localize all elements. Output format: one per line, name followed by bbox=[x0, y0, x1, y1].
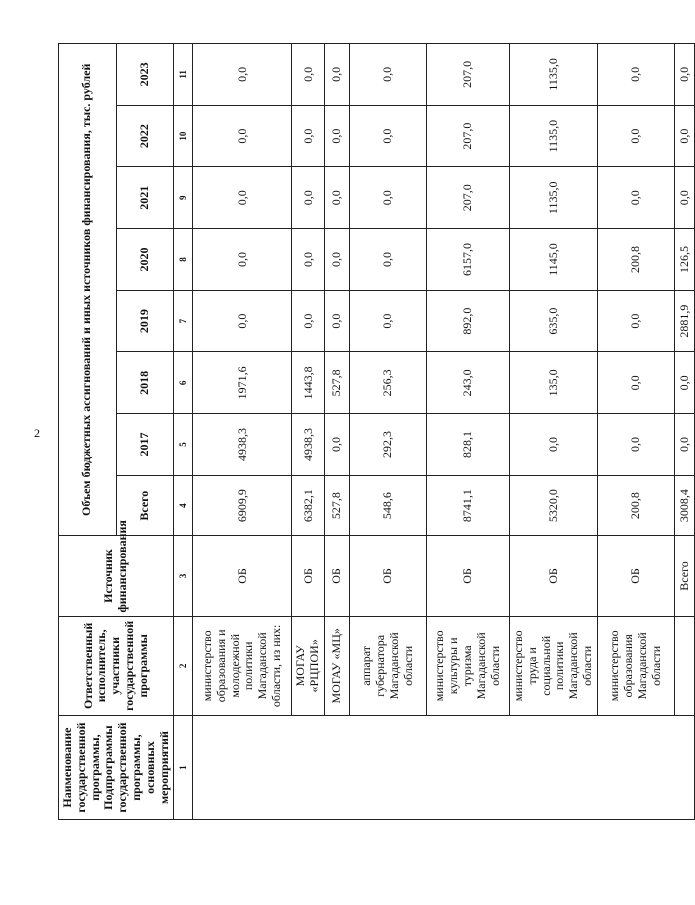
value-2023: 0,0 bbox=[597, 44, 674, 106]
source-cell: ОБ bbox=[292, 536, 325, 616]
executor-cell bbox=[674, 616, 694, 716]
value-2020: 1145,0 bbox=[509, 229, 597, 291]
executor-cell: министерство труда и социальной политики Магаданской области bbox=[509, 616, 597, 716]
header-year-2019: 2019 bbox=[116, 290, 174, 352]
budget-table bbox=[58, 43, 695, 820]
value-2021: 0,0 bbox=[292, 167, 325, 229]
value-total: 3008,4 bbox=[674, 475, 694, 536]
column-number: 7 bbox=[174, 290, 193, 352]
value-total: 527,8 bbox=[324, 475, 349, 536]
column-number: 10 bbox=[174, 105, 193, 167]
value-2020: 0,0 bbox=[193, 229, 292, 291]
value-2019: 0,0 bbox=[193, 290, 292, 352]
source-cell: ОБ bbox=[426, 536, 509, 616]
source-cell: ОБ bbox=[193, 536, 292, 616]
column-number-row bbox=[174, 44, 193, 820]
value-2019: 892,0 bbox=[426, 290, 509, 352]
value-2021: 0,0 bbox=[193, 167, 292, 229]
header-year-2018: 2018 bbox=[116, 352, 174, 414]
value-2017: 828,1 bbox=[426, 414, 509, 476]
value-2018: 527,8 bbox=[324, 352, 349, 414]
value-2022: 0,0 bbox=[349, 105, 426, 167]
source-cell: ОБ bbox=[349, 536, 426, 616]
value-total: 5320,0 bbox=[509, 475, 597, 536]
value-2018: 135,0 bbox=[509, 352, 597, 414]
value-2023: 1135,0 bbox=[509, 44, 597, 106]
column-number: 9 bbox=[174, 167, 193, 229]
value-2019: 0,0 bbox=[597, 290, 674, 352]
value-2019: 635,0 bbox=[509, 290, 597, 352]
budget-table-rotated-container bbox=[58, 43, 691, 820]
table-row bbox=[426, 44, 509, 820]
value-2019: 0,0 bbox=[292, 290, 325, 352]
column-number: 11 bbox=[174, 44, 193, 106]
value-2022: 207,0 bbox=[426, 105, 509, 167]
source-cell: ОБ bbox=[597, 536, 674, 616]
value-2023: 0,0 bbox=[292, 44, 325, 106]
value-2022: 0,0 bbox=[292, 105, 325, 167]
executor-cell: министерство образования Магаданской области bbox=[597, 616, 674, 716]
value-2017: 0,0 bbox=[324, 414, 349, 476]
column-number: 4 bbox=[174, 475, 193, 536]
value-total: 6382,1 bbox=[292, 475, 325, 536]
value-total: 548,6 bbox=[349, 475, 426, 536]
value-2017: 4938,3 bbox=[292, 414, 325, 476]
table-row bbox=[597, 44, 674, 820]
header-total: Всего bbox=[116, 475, 174, 536]
header-year-2017: 2017 bbox=[116, 414, 174, 476]
header-funding-source: Источник финансирования bbox=[59, 536, 174, 616]
table-row bbox=[509, 44, 597, 820]
table-row bbox=[292, 44, 325, 820]
value-2023: 0,0 bbox=[193, 44, 292, 106]
column-number: 3 bbox=[174, 536, 193, 616]
value-2021: 0,0 bbox=[349, 167, 426, 229]
executor-cell: министерство образования и молодежной политики Магаданской области, из них: bbox=[193, 616, 292, 716]
value-2017: 0,0 bbox=[597, 414, 674, 476]
source-cell: ОБ bbox=[324, 536, 349, 616]
value-2021: 207,0 bbox=[426, 167, 509, 229]
value-2021: 0,0 bbox=[324, 167, 349, 229]
value-2018: 1443,8 bbox=[292, 352, 325, 414]
value-2018: 0,0 bbox=[674, 352, 694, 414]
value-total: 6909,9 bbox=[193, 475, 292, 536]
value-2018: 1971,6 bbox=[193, 352, 292, 414]
header-program-name: Наименование государственной программы, Подпрограммы государственной программы, основных мероприятий bbox=[59, 716, 174, 820]
value-2023: 0,0 bbox=[324, 44, 349, 106]
value-2018: 256,3 bbox=[349, 352, 426, 414]
value-2020: 0,0 bbox=[349, 229, 426, 291]
value-2020: 200,8 bbox=[597, 229, 674, 291]
value-2020: 6157,0 bbox=[426, 229, 509, 291]
value-2023: 0,0 bbox=[674, 44, 694, 106]
value-2021: 0,0 bbox=[674, 167, 694, 229]
source-cell: ОБ bbox=[509, 536, 597, 616]
page-number: 2 bbox=[34, 426, 40, 440]
value-2017: 292,3 bbox=[349, 414, 426, 476]
value-total: 200,8 bbox=[597, 475, 674, 536]
value-2017: 0,0 bbox=[674, 414, 694, 476]
source-cell: Всего bbox=[674, 536, 694, 616]
column-number: 5 bbox=[174, 414, 193, 476]
table-row bbox=[193, 44, 292, 820]
executor-cell: МОГАУ «РЦПОИ» bbox=[292, 616, 325, 716]
executor-cell: министерство культуры и туризма Магаданской области bbox=[426, 616, 509, 716]
value-2019: 0,0 bbox=[349, 290, 426, 352]
value-total: 8741,1 bbox=[426, 475, 509, 536]
column-number: 6 bbox=[174, 352, 193, 414]
value-2020: 0,0 bbox=[292, 229, 325, 291]
header-year-2020: 2020 bbox=[116, 229, 174, 291]
value-2023: 207,0 bbox=[426, 44, 509, 106]
value-2022: 0,0 bbox=[597, 105, 674, 167]
table-row bbox=[324, 44, 349, 820]
value-2022: 1135,0 bbox=[509, 105, 597, 167]
header-year-2022: 2022 bbox=[116, 105, 174, 167]
column-number: 1 bbox=[174, 716, 193, 820]
table-row bbox=[674, 44, 694, 820]
value-2018: 243,0 bbox=[426, 352, 509, 414]
value-2019: 0,0 bbox=[324, 290, 349, 352]
executor-cell: аппарат губернатора Магаданской области bbox=[349, 616, 426, 716]
value-2018: 0,0 bbox=[597, 352, 674, 414]
program-name-cell bbox=[193, 716, 694, 820]
header-year-2021: 2021 bbox=[116, 167, 174, 229]
value-2017: 4938,3 bbox=[193, 414, 292, 476]
value-2020: 0,0 bbox=[324, 229, 349, 291]
value-2022: 0,0 bbox=[674, 105, 694, 167]
header-executor: Ответственный исполнитель, участники государственной программы bbox=[59, 616, 174, 716]
value-2019: 2881,9 bbox=[674, 290, 694, 352]
header-year-2023: 2023 bbox=[116, 44, 174, 106]
value-2022: 0,0 bbox=[324, 105, 349, 167]
value-2022: 0,0 bbox=[193, 105, 292, 167]
header-budget-group: Объем бюджетных ассигнований и иных источников финансирования, тыс. рублей bbox=[59, 44, 117, 536]
column-number: 2 bbox=[174, 616, 193, 716]
value-2023: 0,0 bbox=[349, 44, 426, 106]
value-2020: 126,5 bbox=[674, 229, 694, 291]
value-2017: 0,0 bbox=[509, 414, 597, 476]
value-2021: 0,0 bbox=[597, 167, 674, 229]
table-row bbox=[349, 44, 426, 820]
column-number: 8 bbox=[174, 229, 193, 291]
value-2021: 1135,0 bbox=[509, 167, 597, 229]
executor-cell: МОГАУ «МЦ» bbox=[324, 616, 349, 716]
